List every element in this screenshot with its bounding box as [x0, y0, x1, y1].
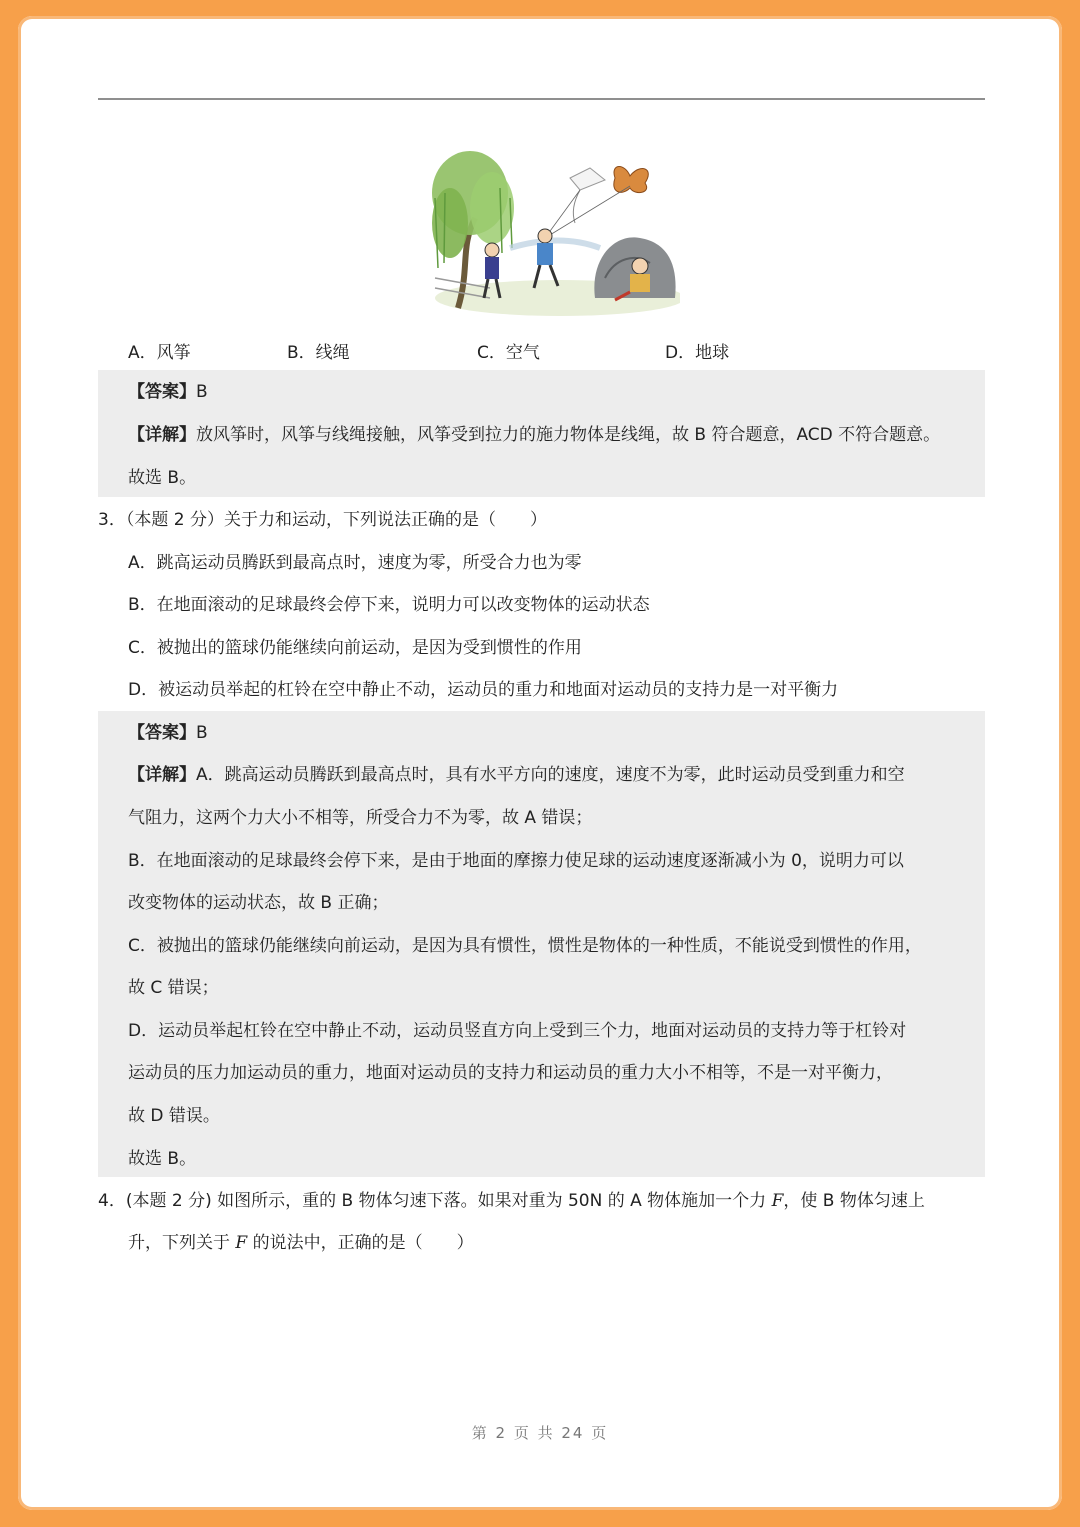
q4-stem-line-1: [98, 1189, 925, 1213]
answer-tag: 【答案】: [128, 382, 196, 402]
q3-detail-line-10: 故选 B。: [128, 1149, 197, 1169]
q3-detail-line-1: [128, 763, 905, 787]
q3-detail-line-6: 故 C 错误；: [128, 978, 219, 998]
q3-option-b: B．在地面滚动的足球最终会停下来，说明力可以改变物体的运动状态: [128, 595, 650, 615]
answer-value: B: [196, 723, 208, 743]
option-d: D．地球: [665, 343, 730, 363]
q2-detail-line-2: 故选 B。: [128, 468, 197, 488]
q3-detail-line-5: C．被抛出的篮球仍能继续向前运动，是因为具有惯性，惯性是物体的一种性质，不能说受到惯性的作用，: [128, 936, 922, 956]
q3-option-a: A．跳高运动员腾跃到最高点时，速度为零，所受合力也为零: [128, 553, 582, 573]
header-rule: [98, 98, 985, 100]
q4-text-2b: 的说法中，正确的是（ ）: [247, 1233, 474, 1253]
detail-tag: 【详解】: [128, 765, 196, 785]
option-a: A．风筝: [128, 343, 191, 363]
page-footer: 第 2 页 共 24 页: [471, 1424, 609, 1442]
option-c: C．空气: [477, 343, 540, 363]
detail-text: A．跳高运动员腾跃到最高点时，具有水平方向的速度，速度不为零，此时运动员受到重力和空: [196, 765, 905, 785]
q3-detail-line-3: B．在地面滚动的足球最终会停下来，是由于地面的摩擦力使足球的运动速度逐渐减小为 0，说明力可以: [128, 851, 904, 871]
q3-detail-line-9: 故 D 错误。: [128, 1106, 220, 1126]
kite-flying-illustration: [430, 138, 680, 316]
q3-option-d: D．被运动员举起的杠铃在空中静止不动，运动员的重力和地面对运动员的支持力是一对平衡力: [128, 680, 839, 700]
q2-answer: [128, 380, 208, 404]
answer-value: B: [196, 382, 208, 402]
q3-detail-line-4: 改变物体的运动状态，故 B 正确；: [128, 893, 389, 913]
detail-text: 放风筝时，风筝与线绳接触，风筝受到拉力的施力物体是线绳，故 B 符合题意，ACD 不符合题意。: [196, 425, 941, 445]
q3-detail-line-2: 气阻力，这两个力大小不相等，所受合力不为零，故 A 错误；: [128, 808, 593, 828]
q4-text-1b: ，使 B 物体匀速上: [783, 1191, 925, 1211]
q3-number: 3．: [98, 510, 126, 530]
q4-text-1a: 4．(本题 2 分) 如图所示，重的 B 物体匀速下落。如果对重为 50N 的 A 物体施加一个力: [98, 1191, 772, 1211]
q2-options: [0, 338, 1080, 364]
q3-detail-line-7: D．运动员举起杠铃在空中静止不动，运动员竖直方向上受到三个力，地面对运动员的支持力等于杠铃对: [128, 1021, 907, 1041]
q3-detail-line-8: 运动员的压力加运动员的重力，地面对运动员的支持力和运动员的重力大小不相等，不是一对平衡力，: [128, 1063, 893, 1083]
detail-tag: 【详解】: [128, 425, 196, 445]
q2-detail-line-1: [128, 423, 940, 447]
q4-stem-line-2: [128, 1231, 474, 1255]
option-b: B．线绳: [287, 343, 350, 363]
answer-tag: 【答案】: [128, 723, 196, 743]
force-variable: F: [771, 1191, 784, 1211]
q4-text-2a: 升，下列关于: [128, 1233, 236, 1253]
q3-option-c: C．被抛出的篮球仍能继续向前运动，是因为受到惯性的作用: [128, 638, 582, 658]
q3-answer: [128, 721, 208, 745]
q3-stem: [98, 508, 547, 532]
q3-text: （本题 2 分）关于力和运动，下列说法正确的是（ ）: [125, 510, 547, 530]
force-variable: F: [235, 1233, 248, 1253]
